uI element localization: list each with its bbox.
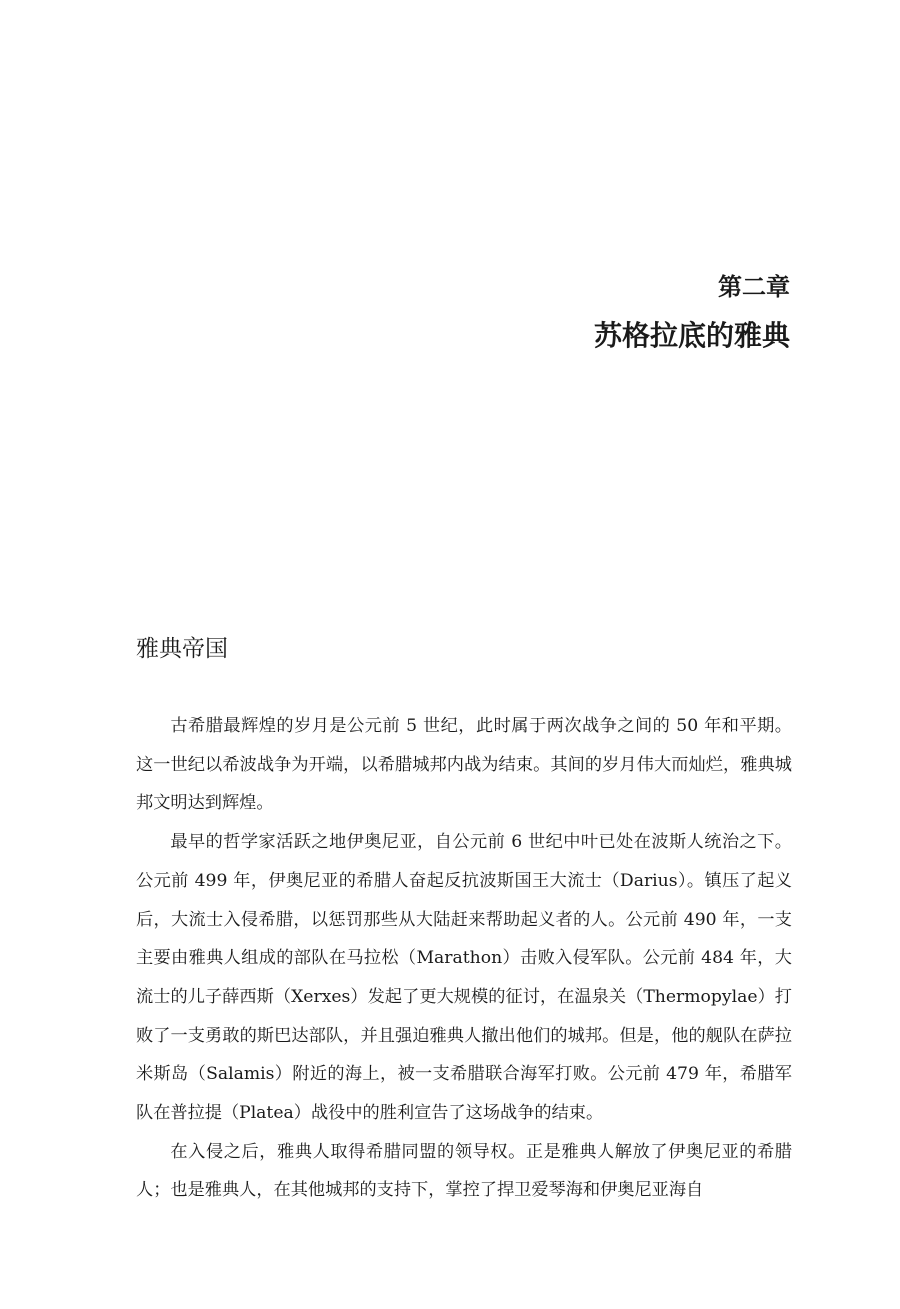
section-heading: 雅典帝国 xyxy=(136,636,228,662)
chapter-title: 苏格拉底的雅典 xyxy=(593,319,790,352)
paragraph: 最早的哲学家活跃之地伊奥尼亚，自公元前 6 世纪中叶已处在波斯人统治之下。公元前 499 年，伊奥尼亚的希腊人奋起反抗波斯国王大流士（Darius）。镇压了起义后，大流士入侵希腊，以惩罚那些从大陆赶来帮助起义者的人。公元前 490 年，一支主要由雅典人组成的部队在马拉松（Marathon）击败入侵军队。公元前 484 年，大流士的儿子薛西斯（Xerxes）发起了更大规模的征讨，在温泉关（Thermopylae）打败了一支勇敢的斯巴达部队，并且强迫雅典人撤出他们的城邦。但是，他的舰队在萨拉米斯岛（Salamis）附近的海上，被一支希腊联合海军打败。公元前 479 年，希腊军队在普拉提（Platea）战役中的胜利宣告了这场战争的结束。 xyxy=(136,832,792,1124)
body-text xyxy=(136,707,792,1210)
paragraph: 古希腊最辉煌的岁月是公元前 5 世纪，此时属于两次战争之间的 50 年和平期。这一世纪以希波战争为开端，以希腊城邦内战为结束。其间的岁月伟大而灿烂，雅典城邦文明达到辉煌。 xyxy=(136,716,792,814)
chapter-number: 第二章 xyxy=(718,272,790,301)
paragraph: 在入侵之后，雅典人取得希腊同盟的领导权。正是雅典人解放了伊奥尼亚的希腊人；也是雅典人，在其他城邦的支持下，掌控了捍卫爱琴海和伊奥尼亚海自 xyxy=(136,1141,792,1201)
